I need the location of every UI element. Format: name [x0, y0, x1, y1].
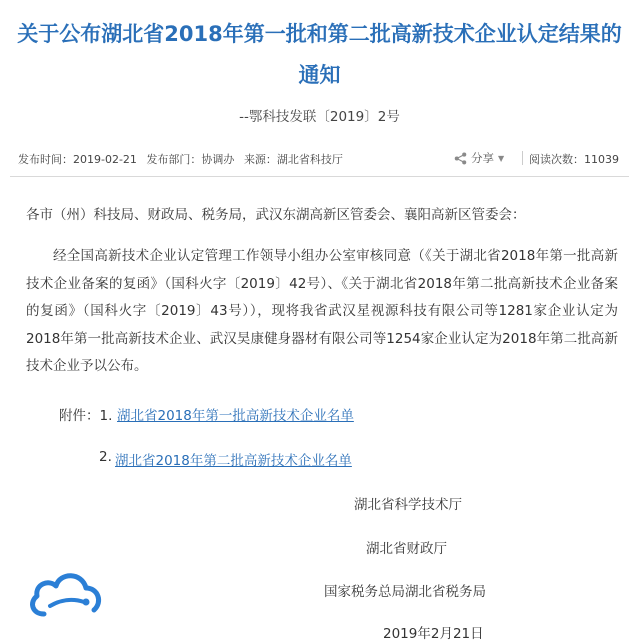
caret-down-icon: ▼	[498, 153, 505, 163]
view-count: 阅读次数：11039	[529, 153, 619, 166]
signature-org-2: 湖北省财政厅	[366, 541, 447, 557]
attachment-link-2[interactable]: 湖北省2018年第二批高新技术企业名单	[115, 453, 352, 469]
share-label: 分享	[471, 151, 494, 165]
attachments-label: 附件：1.	[59, 408, 113, 424]
page-title: 关于公布湖北省2018年第一批和第二批高新技术企业认定结果的通知	[17, 22, 622, 87]
source: 来源：湖北省科技厅	[243, 153, 343, 166]
signature-org-3: 国家税务总局湖北省税务局	[324, 584, 486, 600]
share-button[interactable]	[454, 148, 504, 168]
signature-date: 2019年2月21日	[383, 626, 484, 642]
publish-time: 发布时间：2019-02-21	[18, 153, 137, 166]
meta-divider	[522, 151, 523, 165]
meta-bar	[18, 148, 628, 170]
meta-info	[18, 151, 349, 167]
body-paragraph: 经全国高新技术企业认定管理工作领导小组办公室审核同意（《关于湖北省2018年第一批高新技术企业备案的复函》（国科火字〔2019〕42号）、《关于湖北省2018年第二批高新技术企业备案的复函》（国科火字〔2019〕43号）），现将我省武汉星视源科技有限公司等1281家企业认定为2018年第一批高新技术企业、武汉昊康健身器材有限公司等1254家企业认定为2018年第二批高新技术企业予以公布。	[26, 248, 618, 374]
share-icon	[454, 152, 467, 165]
salutation: 各市（州）科技局、财政局、税务局，武汉东湖高新区管委会、襄阳高新区管委会：	[26, 207, 526, 223]
attachment-link-1[interactable]: 湖北省2018年第一批高新技术企业名单	[117, 408, 354, 424]
document-number: --鄂科技发联〔2019〕2号	[239, 109, 400, 125]
publish-department: 发布部门：协调办	[146, 153, 235, 166]
attachment-2-number: 2.	[99, 449, 112, 465]
header-divider	[10, 176, 629, 177]
cloud-logo-icon	[26, 562, 106, 626]
signature-org-1: 湖北省科学技术厅	[354, 497, 462, 513]
